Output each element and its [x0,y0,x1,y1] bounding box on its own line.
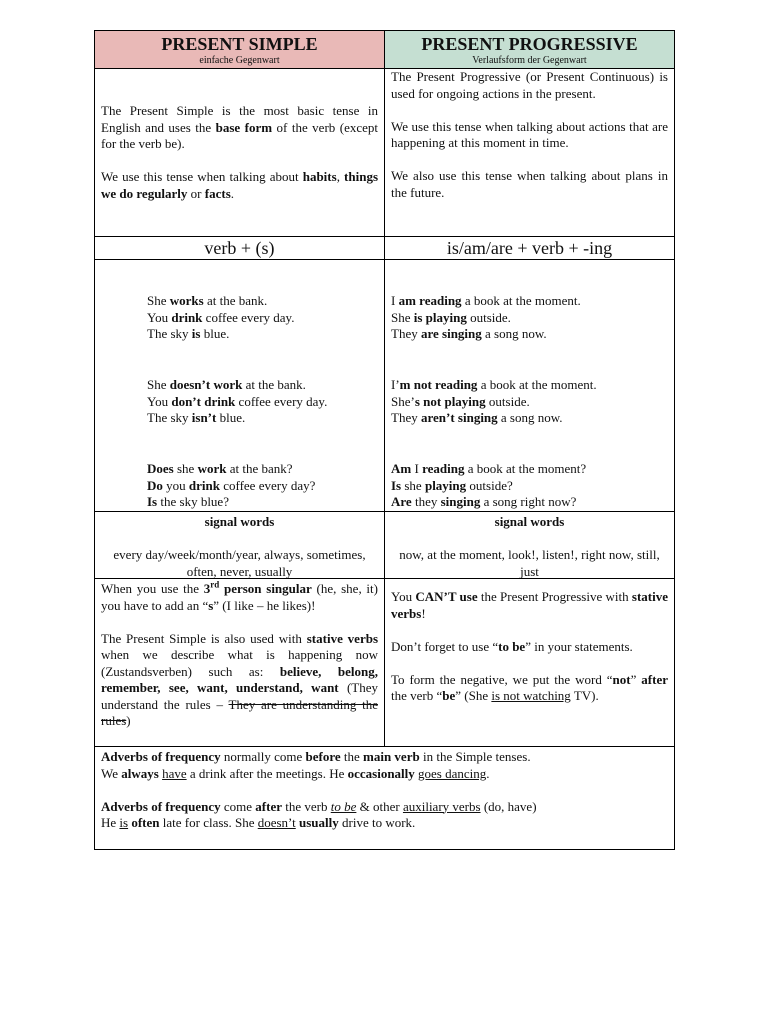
signal-words-label: signal words [494,514,565,529]
formula-simple: verb + (s) [204,238,275,258]
signal-words-progressive-cell [384,511,675,579]
signal-words-progressive: signal words now, at the moment, look!, listen!, right now, still, just [399,514,660,579]
present-progressive-title: PRESENT PROGRESSIVE [421,34,638,54]
intro-simple-text: The Present Simple is the most basic tense in English and uses the base form of the verb (except for the verb be). We use this tense when talking about habits, things we do regularly or facts. [101,103,379,201]
signal-words-simple: signal words every day/week/month/year, always, sometimes, often, never, usually [113,514,366,579]
notes-simple-cell [94,578,385,747]
notes-progressive-text: You CAN’T use the Present Progressive with stative verbs! Don’t forget to use “to be” in your statements. To form the negative, we put the word “not” after the verb “be” (She is not watching TV). [391,589,668,703]
examples-progressive-cell [384,259,675,512]
examples-progressive-question: Am I reading a book at the moment? Is she playing outside? Are they singing a song right now? [391,461,587,509]
intro-progressive-cell [384,68,675,237]
notes-simple-text: When you use the 3rd person singular (he, she, it) you have to add an “s” (I like – he likes)! The Present Simple is also used with stative verbs when we describe what is happening now (Zustandsverben) such as: believe, belong, remember, see, want, understand, want (They understand the rules – They are understanding the rules) [101,579,378,728]
examples-simple-negative: She doesn’t work at the bank. You don’t drink coffee every day. The sky isn’t blue. [147,377,328,425]
examples-simple-question: Does she work at the bank? Do you drink coffee every day? Is the sky blue? [147,461,316,509]
adverbs-cell [94,746,675,850]
header-present-simple [94,30,385,69]
formula-simple-cell [94,236,385,260]
signal-words-simple-cell [94,511,385,579]
header-present-progressive [384,30,675,69]
formula-progressive-cell [384,236,675,260]
notes-progressive-cell [384,578,675,747]
present-simple-subtitle: einfache Gegenwart [199,55,280,66]
present-progressive-subtitle: Verlaufsform der Gegenwart [472,55,587,66]
signal-words-label: signal words [204,514,275,529]
intro-progressive-text: The Present Progressive (or Present Continuous) is used for ongoing actions in the present. We use this tense when talking about actions that are happening at this moment in time. We also use this tense when talking about plans in the future. [391,69,668,200]
examples-simple-cell [94,259,385,512]
formula-progressive: is/am/are + verb + -ing [446,238,613,258]
adverbs-text: Adverbs of frequency normally come before the main verb in the Simple tenses. We always have a drink after the meetings. He occasionally goes dancing. Adverbs of frequency come after the verb to be & other auxiliary verbs (do, have) He is often late for class. She doesn’t usually drive to work. [101,749,537,830]
examples-progressive-affirmative: I am reading a book at the moment. She is playing outside. They are singing a song now. [391,293,581,341]
examples-progressive-negative: I’m not reading a book at the moment. She’s not playing outside. They aren’t singing a song now. [391,377,597,425]
present-simple-title: PRESENT SIMPLE [161,34,318,54]
examples-simple-affirmative: She works at the bank. You drink coffee every day. The sky is blue. [147,293,295,341]
intro-simple-cell [94,68,385,237]
